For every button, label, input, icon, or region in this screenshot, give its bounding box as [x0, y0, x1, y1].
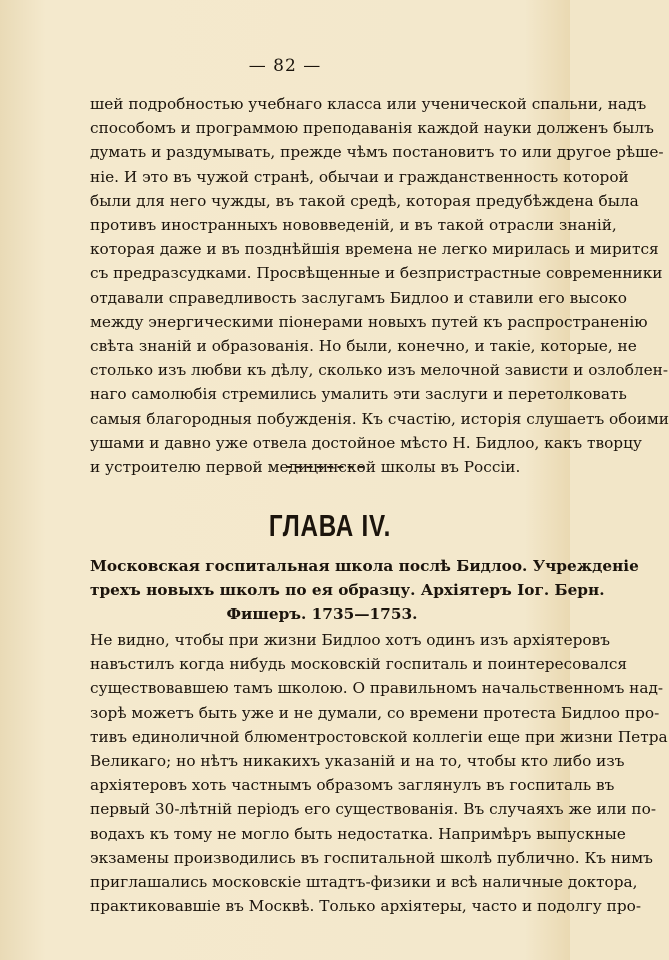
text-line: навъстилъ когда нибудь московскій госпиталь и поинтересовался: [90, 655, 628, 674]
text-line: столько изъ любви къ дѣлу, сколько изъ мелочной зависти и озлоблен-: [90, 361, 669, 380]
text-line: противъ иностранныхъ нововведеній, и въ такой отрасли знаній,: [90, 216, 617, 235]
text-line: архіятеровъ хоть частнымъ образомъ заглянулъ въ госпиталь въ: [90, 776, 615, 795]
text-line: были для него чужды, въ такой средѣ, которая предубѣждена была: [90, 191, 639, 210]
paragraph-2: [90, 628, 668, 918]
text-line: способомъ и программою преподаванія каждой науки долженъ былъ: [90, 119, 654, 138]
text-line: ушами и давно уже отвела достойное мѣсто Н. Бидлоо, какъ творцу: [90, 433, 642, 452]
text-line: и устроителю первой медицинской школы въ Россіи.: [90, 458, 521, 477]
text-line: приглашались московскіе штадтъ-физики и всѣ наличные доктора,: [90, 873, 638, 892]
chapter-title: ГЛАВА IV.: [268, 508, 392, 543]
text-line: ніе. И это въ чужой странѣ, обычаи и гражданственность которой: [90, 167, 629, 186]
text-line: существовавшею тамъ школою. О правильномъ начальственномъ над-: [90, 679, 664, 698]
subtitle-line: Московская госпитальная школа послѣ Бидлоо. Учрежденіе: [90, 557, 639, 575]
page-number: — 82 —: [248, 56, 322, 76]
text-line: первый 30-лѣтній періодъ его существованія. Въ случаяхъ же или по-: [90, 800, 657, 819]
section-divider: [286, 466, 364, 468]
text-line: которая даже и въ позднѣйшія времена не легко мирилась и мирится: [90, 240, 659, 259]
text-line: съ предразсудками. Просвѣщенные и безпристрастные современники: [90, 264, 663, 283]
text-line: экзамены производились въ госпитальной школѣ публично. Къ нимъ: [90, 848, 653, 867]
subtitle-line: Фишеръ. 1735—1753.: [226, 605, 418, 623]
text-line: практиковавшіе въ Москвѣ. Только архіятеры, часто и подолгу про-: [90, 897, 642, 916]
text-line: зорѣ можетъ быть уже и не думали, со времени протеста Бидлоо про-: [90, 703, 660, 722]
text-line: Великаго; но нѣтъ никакихъ указаній и на то, чтобы кто либо изъ: [90, 752, 625, 771]
text-line: самыя благородныя побужденія. Къ счастію, исторія слушаетъ обоими: [90, 409, 669, 428]
text-line: наго самолюбія стремились умалить эти заслуги и перетолковать: [90, 385, 627, 404]
chapter-subtitle: [90, 554, 639, 626]
text-line: между энергическими піонерами новыхъ путей къ распространенію: [90, 312, 648, 331]
text-line: отдавали справедливость заслугамъ Бидлоо и ставили его высоко: [90, 288, 627, 307]
paragraph-1: [90, 92, 669, 479]
text-line: Не видно, чтобы при жизни Бидлоо хотъ одинъ изъ архіятеровъ: [90, 631, 610, 649]
text-line: думать и раздумывать, прежде чѣмъ постановитъ то или другое рѣше-: [90, 143, 664, 162]
text-line: водахъ къ тому не могло быть недостатка. Напримѣръ выпускные: [90, 824, 626, 843]
subtitle-line: трехъ новыхъ школъ по ея образцу. Архіятеръ Іог. Берн.: [90, 581, 605, 599]
text-line: свѣта знаній и образованія. Но были, конечно, и такіе, которые, не: [90, 337, 637, 356]
text-line: тивъ единоличной блюментростовской коллегіи еще при жизни Петра: [90, 727, 668, 746]
text-line: шей подробностью учебнаго класса или ученической спальни, надъ: [90, 95, 647, 113]
